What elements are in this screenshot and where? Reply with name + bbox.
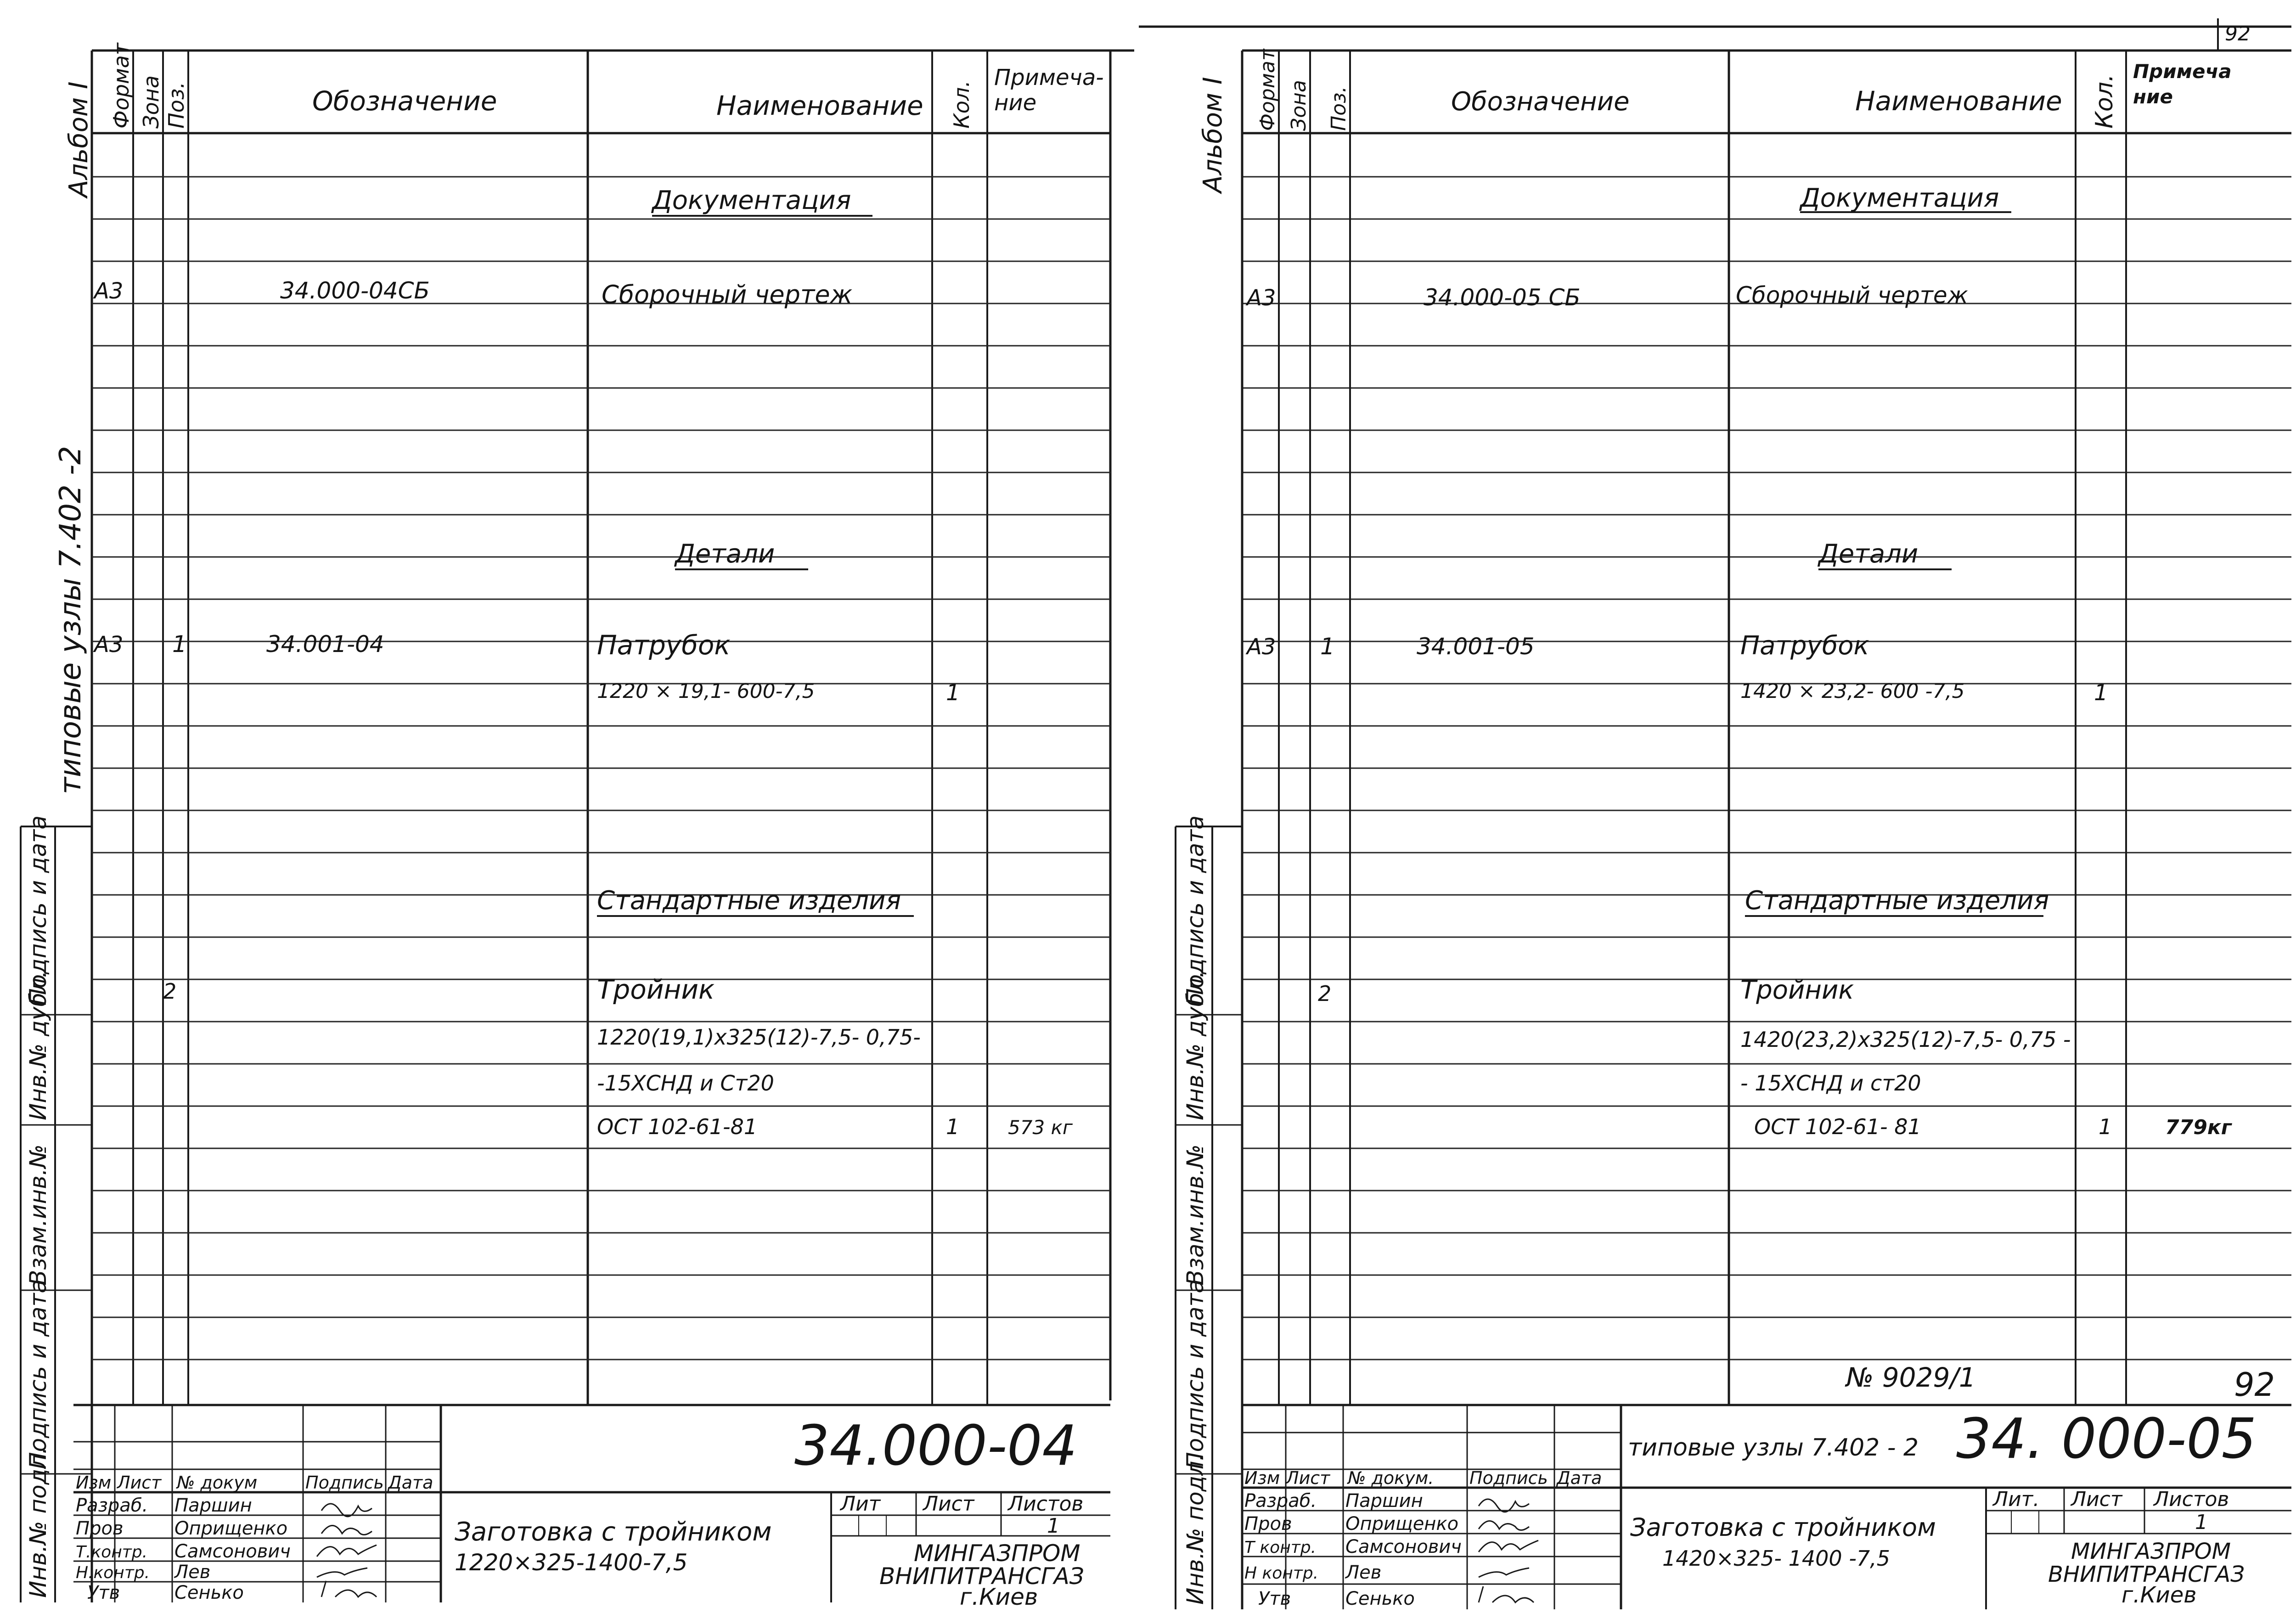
org-right-3: г.Киев — [2122, 1582, 2197, 1608]
col-note-line1: Примеча- — [994, 65, 1104, 90]
std-spec-right-1: 1420(23,2)x325(12)-7,5- 0,75 - — [1740, 1027, 2071, 1052]
signatures-left — [317, 1504, 377, 1597]
tb-sheets-label-left: Листов — [1008, 1492, 1084, 1516]
tb-role-1: Пров — [76, 1518, 124, 1539]
tb-lit-left: Лит — [840, 1492, 881, 1516]
stamp-inv-replace: Взам.инв.№ — [25, 1144, 51, 1286]
std-name-right: Тройник — [1740, 975, 1854, 1005]
code-right: 34. 000-05 — [1956, 1407, 2257, 1471]
org-left-1: МИНГАЗПРОМ — [914, 1540, 1080, 1567]
series-right: типовые узлы 7.402 - 2 — [1628, 1434, 1919, 1461]
title-left-2: 1220×325-1400-7,5 — [455, 1549, 688, 1576]
tb-h-date: Дата — [388, 1472, 433, 1493]
part-designation-left: 34.001-04 — [266, 631, 384, 658]
tb-name-0: Паршин — [174, 1495, 252, 1516]
tb-r-role-1: Пров — [1244, 1513, 1292, 1534]
title-right-2: 1420×325- 1400 -7,5 — [1662, 1546, 1891, 1571]
tb-role-4: Утв — [87, 1582, 120, 1603]
col-zone: Зона — [139, 75, 163, 129]
part-position-left: 1 — [172, 631, 187, 658]
std-position-left: 2 — [163, 979, 177, 1004]
stamp-inv-replace-r: Взам.инв.№ — [1182, 1144, 1209, 1286]
tb-lit-right: Лит. — [1993, 1488, 2040, 1511]
tb-r-h-date: Дата — [1557, 1468, 1602, 1488]
tb-r-name-4: Сенько — [1345, 1588, 1415, 1609]
tb-r-name-0: Паршин — [1345, 1490, 1423, 1512]
doc-designation-right: 34.000-05 СБ — [1424, 284, 1581, 311]
tb-name-1: Оприщенко — [174, 1518, 288, 1539]
table-header-left — [109, 42, 1104, 129]
std-spec-left-1: 1220(19,1)x325(12)-7,5- 0,75- — [597, 1025, 921, 1050]
col-quantity: Кол. — [949, 80, 974, 129]
doc-name-right: Сборочный чертеж — [1736, 282, 1968, 309]
col-quantity-right: Кол. — [2091, 74, 2118, 129]
stamp-sign-date-2-r: Подпись и дата — [1182, 1279, 1209, 1469]
archive-number-right: № 9029/1 — [1846, 1362, 1976, 1393]
std-name-left: Тройник — [597, 974, 715, 1005]
tb-r-h-doc: № докум. — [1348, 1468, 1434, 1488]
tb-r-role-0: Разраб. — [1244, 1490, 1317, 1512]
tb-r-role-3: Н контр. — [1244, 1564, 1319, 1583]
std-spec-right-3: ОСТ 102-61- 81 — [1754, 1114, 1921, 1139]
std-note-right: 779кг — [2165, 1116, 2232, 1139]
doc-designation-left: 34.000-04СБ — [280, 277, 430, 304]
margin-album-left: Альбом I — [64, 81, 94, 197]
tb-r-h-izm: Изм — [1244, 1468, 1280, 1488]
org-right-2: ВНИПИТРАНСГАЗ — [2048, 1562, 2245, 1587]
part-qty-right: 1 — [2094, 680, 2108, 706]
tb-h-doc: № докум — [177, 1472, 258, 1493]
stamp-sign-date-2: Подпись и дата — [25, 1279, 51, 1469]
stamp-inv-dup: Инв.№ дубл. — [25, 970, 51, 1120]
stamp-inv-orig: Инв.№ подл. — [25, 1446, 51, 1598]
part-name-left: Патрубок — [597, 629, 731, 661]
part-spec-right: 1420 × 23,2- 600 -7,5 — [1740, 680, 1965, 703]
doc-format-right: А3 — [1247, 285, 1276, 311]
tb-sheets-count-left: 1 — [1047, 1514, 1060, 1538]
doc-format-left: А3 — [94, 278, 124, 304]
col-zone-right: Зона — [1287, 80, 1311, 131]
col-name-right: Наименование — [1855, 85, 2062, 117]
section-std-left: Стандартные изделия — [597, 886, 901, 916]
section-parts-right: Детали — [1818, 539, 1919, 569]
tb-name-2: Самсонович — [174, 1541, 291, 1562]
col-format: Формат — [109, 43, 134, 129]
page-corner-number: 92 — [2225, 22, 2251, 45]
tb-role-0: Разраб. — [76, 1495, 148, 1516]
tb-r-role-2: Т контр. — [1244, 1538, 1317, 1557]
part-name-right: Патрубок — [1740, 631, 1869, 661]
title-block-left — [76, 1414, 1084, 1610]
org-left-3: г.Киев — [960, 1584, 1038, 1610]
tb-r-name-2: Самсонович — [1345, 1536, 1462, 1557]
col-designation: Обозначение — [312, 85, 497, 117]
tb-r-name-3: Лев — [1345, 1562, 1382, 1583]
std-spec-left-3: ОСТ 102-61-81 — [597, 1114, 758, 1139]
col-name: Наименование — [716, 90, 923, 121]
std-spec-left-2: -15ХСНД и Ст20 — [597, 1071, 774, 1096]
org-right-1: МИНГАЗПРОМ — [2071, 1539, 2231, 1564]
drawing-grid-right — [1139, 18, 2291, 1609]
std-position-right: 2 — [1318, 981, 1332, 1006]
col-note-right-line2: ние — [2133, 85, 2173, 108]
side-stamp-left-labels — [25, 815, 51, 1598]
part-format-right: А3 — [1247, 634, 1276, 660]
col-note-line2: ние — [994, 90, 1037, 116]
tb-sheet-left: Лист — [923, 1492, 974, 1516]
side-stamp-right-labels — [1182, 815, 1209, 1605]
col-note-right-line1: Примеча — [2133, 60, 2232, 83]
part-qty-left: 1 — [946, 680, 960, 706]
stamp-sign-date-r: Подпись и дата — [1182, 815, 1209, 1006]
tb-r-h-list: Лист — [1286, 1468, 1330, 1488]
tb-h-izm: Изм — [76, 1472, 112, 1493]
signatures-right — [1479, 1499, 1538, 1602]
page-number-right: 92 — [2234, 1366, 2275, 1404]
std-qty-right: 1 — [2099, 1114, 2112, 1139]
section-parts-left: Детали — [675, 539, 775, 569]
table-header-right — [1198, 48, 2232, 194]
row-lines-left — [92, 177, 1110, 1360]
code-left: 34.000-04 — [794, 1414, 1077, 1478]
tb-r-role-4: Утв — [1258, 1588, 1291, 1609]
title-right-1: Заготовка с тройником — [1630, 1513, 1936, 1542]
tb-r-name-1: Оприщенко — [1345, 1513, 1459, 1534]
tb-role-2: Т.контр. — [76, 1543, 148, 1562]
org-left-2: ВНИПИТРАНСГАЗ — [879, 1563, 1084, 1590]
tb-sheets-label-right: Листов — [2154, 1488, 2229, 1511]
spec-body-right — [1245, 183, 2233, 1393]
doc-name-left: Сборочный чертеж — [602, 280, 853, 309]
col-position-right: Поз. — [1327, 86, 1351, 131]
std-spec-right-2: - 15ХСНД и ст20 — [1740, 1071, 1921, 1096]
stamp-inv-dup-r: Инв.№ дубл. — [1182, 970, 1209, 1120]
section-docs-left: Документация — [652, 185, 851, 215]
tb-sheets-count-right: 1 — [2195, 1511, 2208, 1534]
title-block-right — [1244, 1407, 2257, 1609]
tb-name-3: Лев — [174, 1562, 211, 1583]
part-spec-left: 1220 × 19,1- 600-7,5 — [597, 680, 815, 703]
tb-h-sign: Подпись — [305, 1472, 384, 1493]
tb-h-list: Лист — [117, 1472, 162, 1493]
std-qty-left: 1 — [946, 1114, 960, 1139]
row-lines-right — [1242, 177, 2291, 1360]
margin-album-right: Альбом I — [1198, 77, 1228, 193]
title-left-1: Заготовка с тройником — [455, 1517, 772, 1547]
spec-body-left — [93, 185, 1073, 1139]
part-position-right: 1 — [1320, 633, 1335, 660]
col-designation-right: Обозначение — [1451, 87, 1630, 117]
col-format-right: Формат — [1256, 49, 1279, 131]
tb-name-4: Сенько — [174, 1582, 244, 1603]
std-note-left: 573 кг — [1008, 1116, 1073, 1139]
tb-r-h-sign: Подпись — [1469, 1468, 1548, 1488]
margin-series-left: типовые узлы 7.402 -2 — [54, 446, 88, 794]
stamp-sign-date: Подпись и дата — [25, 815, 51, 1006]
stamp-inv-orig-r: Инв.№ подл. — [1182, 1453, 1209, 1605]
tb-role-3: Н.контр. — [76, 1563, 150, 1582]
section-docs-right: Документация — [1800, 183, 1999, 213]
part-format-left: А3 — [94, 632, 124, 658]
tb-sheet-right: Лист — [2071, 1488, 2122, 1511]
col-position: Поз. — [164, 82, 189, 129]
section-std-right: Стандартные изделия — [1745, 886, 2049, 916]
part-designation-right: 34.001-05 — [1417, 633, 1535, 660]
